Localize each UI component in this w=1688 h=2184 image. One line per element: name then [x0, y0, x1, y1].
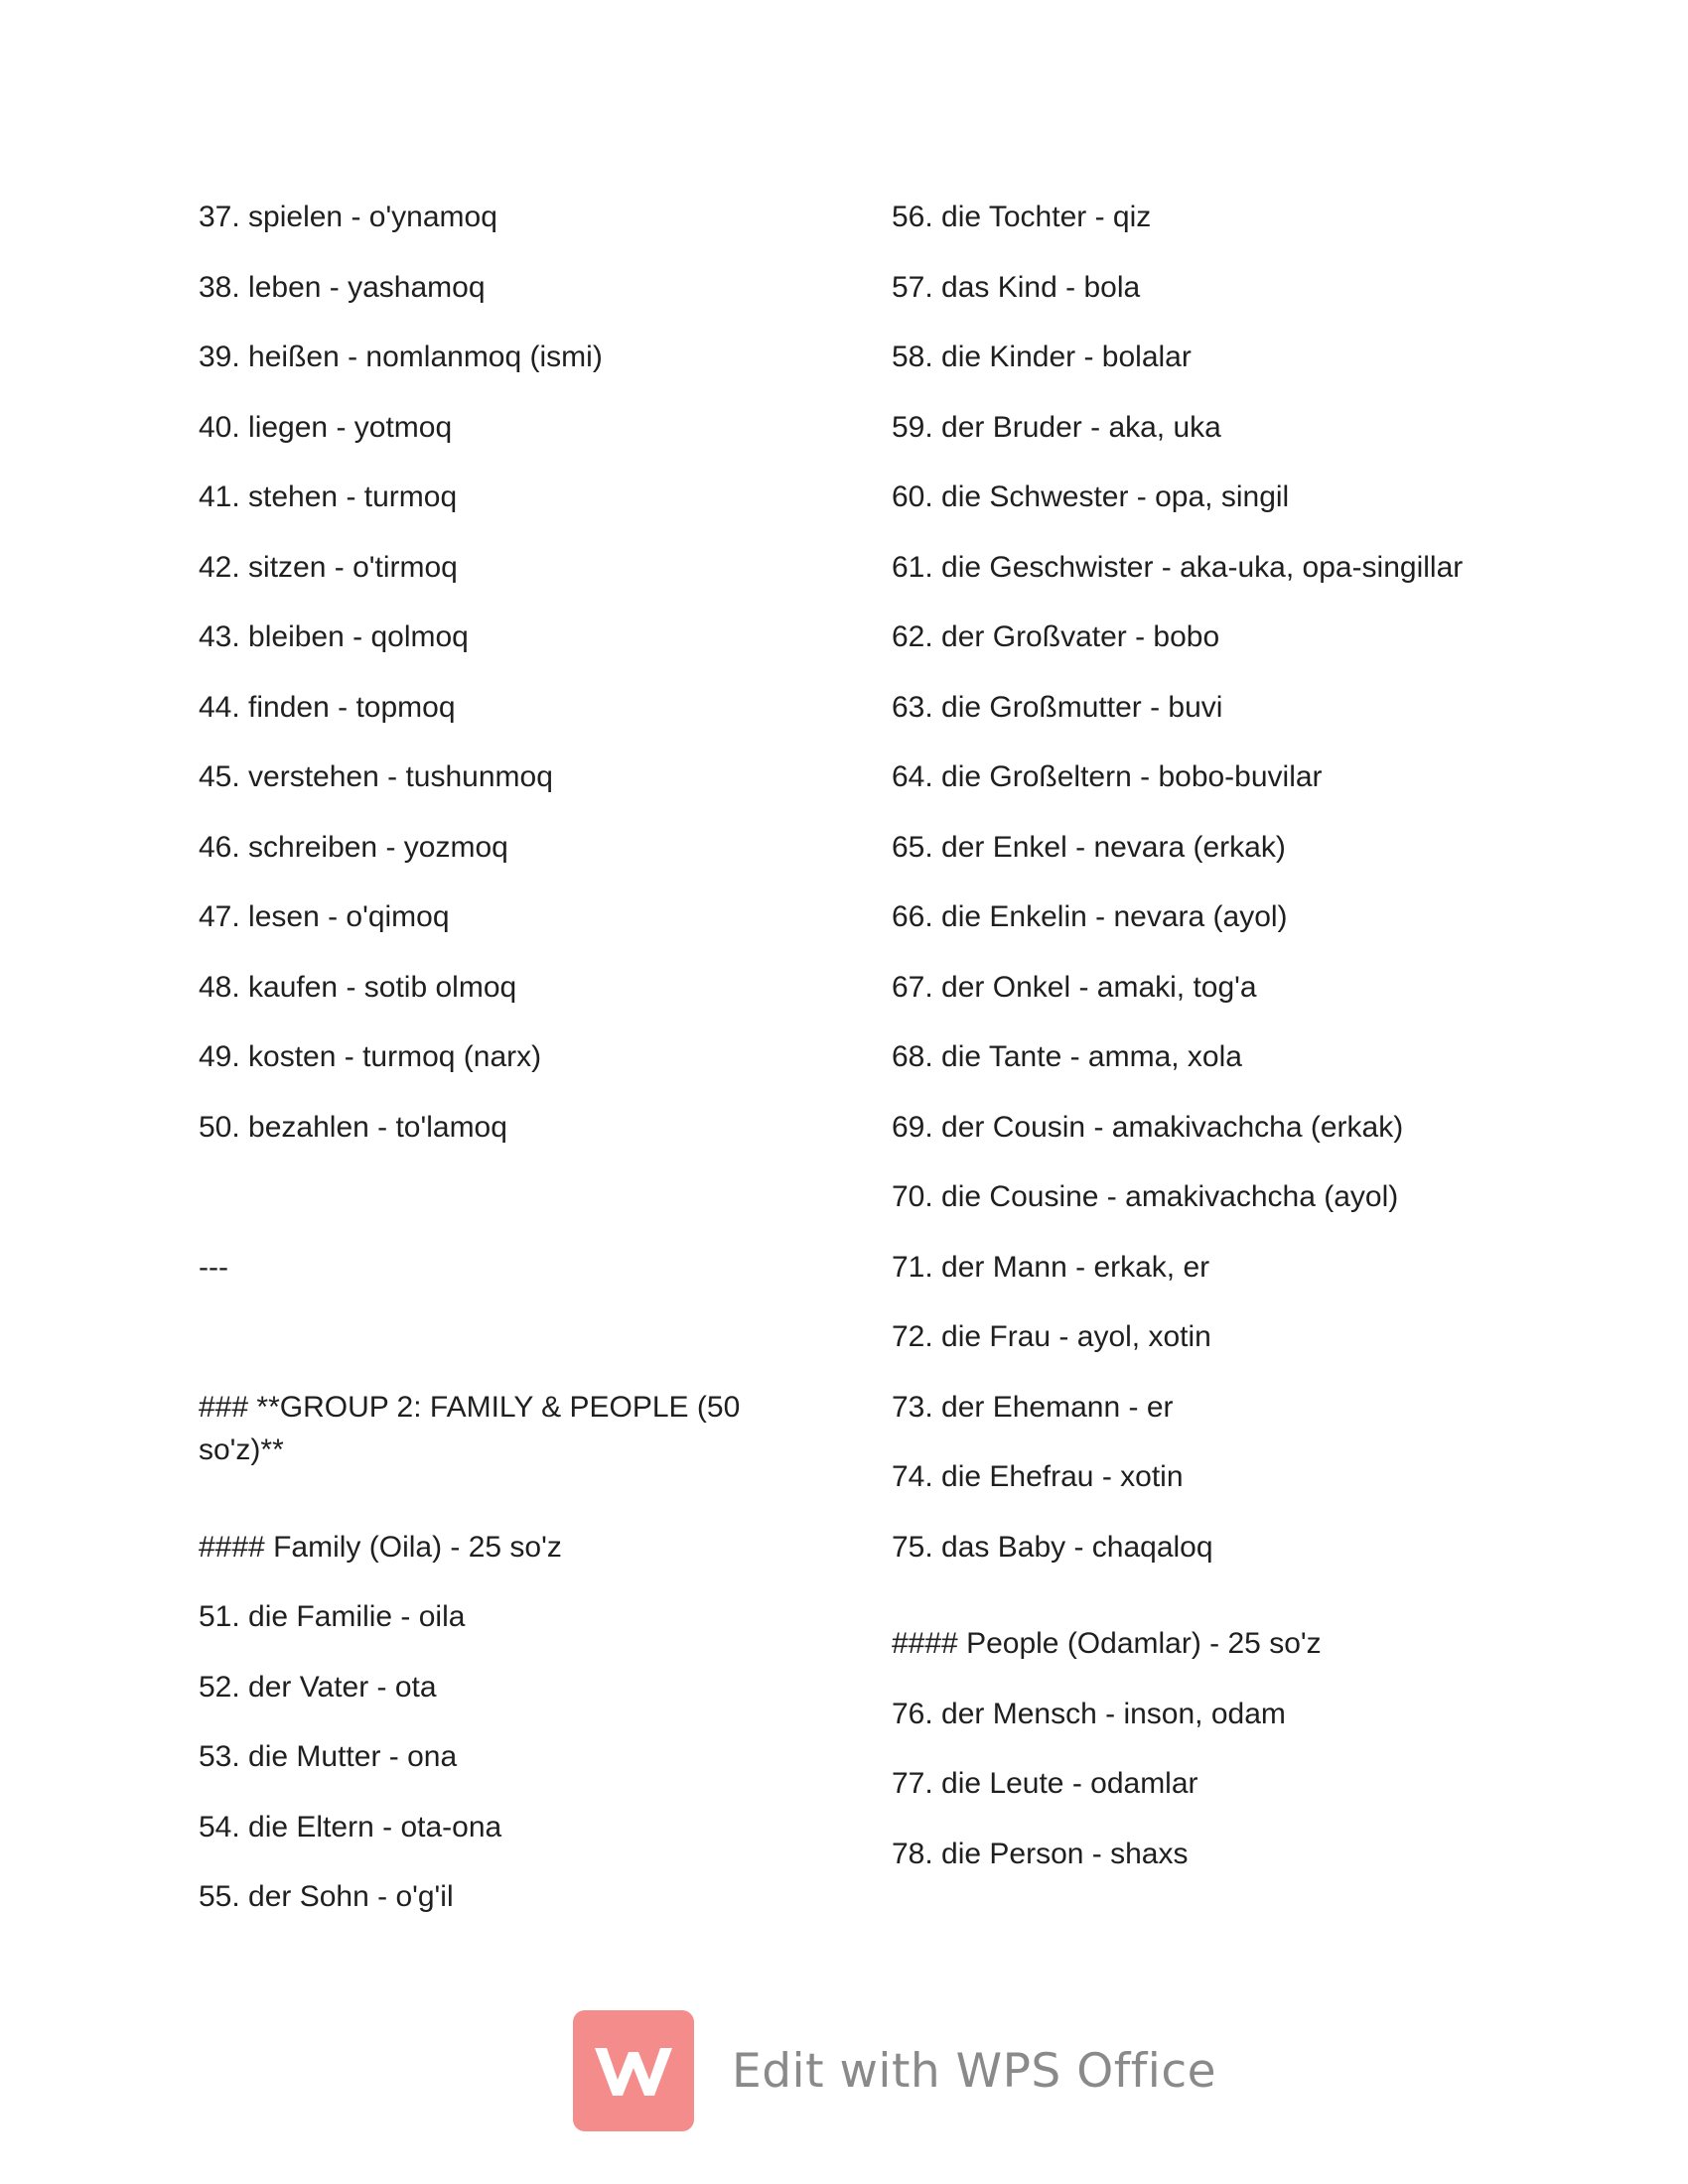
group-heading: ### **GROUP 2: FAMILY & PEOPLE (50 so'z)** — [199, 1390, 741, 1466]
list-item: 57. das Kind - bola — [892, 270, 1141, 304]
list-item: 77. die Leute - odamlar — [892, 1767, 1198, 1800]
watermark-text: Edit with WPS Office — [732, 2043, 1217, 2099]
list-item: 62. der Großvater - bobo — [892, 620, 1220, 653]
list-item: 73. der Ehemann - er — [892, 1390, 1174, 1424]
list-item: 69. der Cousin - amakivachcha (erkak) — [892, 1110, 1404, 1144]
list-item: 78. die Person - shaxs — [892, 1837, 1189, 1870]
list-item: 43. bleiben - qolmoq — [199, 620, 469, 653]
list-item: 55. der Sohn - o'g'il — [199, 1880, 454, 1913]
list-item: 65. der Enkel - nevara (erkak) — [892, 830, 1286, 864]
list-item: 59. der Bruder - aka, uka — [892, 410, 1221, 444]
section-heading: #### People (Odamlar) - 25 so'z — [892, 1627, 1322, 1660]
list-item: 76. der Mensch - inson, odam — [892, 1697, 1286, 1730]
section-heading: #### Family (Oila) - 25 so'z — [199, 1530, 562, 1564]
list-item: 40. liegen - yotmoq — [199, 410, 453, 444]
wps-watermark[interactable] — [573, 2009, 1216, 2132]
list-item: 66. die Enkelin - nevara (ayol) — [892, 900, 1288, 933]
list-item: 58. die Kinder - bolalar — [892, 341, 1192, 373]
list-item: 54. die Eltern - ota-ona — [199, 1810, 502, 1843]
wps-logo-icon — [573, 2010, 694, 2131]
list-item: 53. die Mutter - ona — [199, 1740, 458, 1773]
list-item: 37. spielen - o'ynamoq — [199, 201, 497, 233]
list-item: 46. schreiben - yozmoq — [199, 830, 508, 864]
blank-line — [199, 1315, 755, 1386]
list-item: 41. stehen - turmoq — [199, 480, 458, 513]
list-item: 64. die Großeltern - bobo-buvilar — [892, 760, 1323, 793]
list-item: 44. finden - topmoq — [199, 690, 456, 724]
list-item: 48. kaufen - sotib olmoq — [199, 970, 517, 1004]
list-item: 50. bezahlen - to'lamoq — [199, 1110, 507, 1144]
list-item: 71. der Mann - erkak, er — [892, 1250, 1210, 1284]
list-item: 51. die Familie - oila — [199, 1600, 466, 1633]
list-item: 75. das Baby - chaqaloq — [892, 1530, 1213, 1564]
list-item: 70. die Cousine - amakivachcha (ayol) — [892, 1180, 1399, 1213]
list-item: 74. die Ehefrau - xotin — [892, 1460, 1184, 1493]
list-item: 45. verstehen - tushunmoq — [199, 760, 553, 793]
list-item: 42. sitzen - o'tirmoq — [199, 550, 458, 584]
list-item: 38. leben - yashamoq — [199, 270, 486, 304]
list-item: 56. die Tochter - qiz — [892, 201, 1152, 233]
blank-line — [892, 1595, 1587, 1622]
list-item: 52. der Vater - ota — [199, 1670, 437, 1704]
list-item: 60. die Schwester - opa, singil — [892, 480, 1290, 513]
list-item: 49. kosten - turmoq (narx) — [199, 1040, 542, 1073]
list-item: 39. heißen - nomlanmoq (ismi) — [199, 341, 603, 373]
divider: --- — [199, 1250, 228, 1284]
list-item: 68. die Tante - amma, xola — [892, 1040, 1242, 1073]
list-item: 47. lesen - o'qimoq — [199, 900, 450, 933]
left-column — [199, 196, 755, 1946]
right-column — [892, 196, 1587, 1902]
list-item: 63. die Großmutter - buvi — [892, 690, 1223, 724]
blank-line — [199, 1175, 755, 1246]
list-item: 67. der Onkel - amaki, tog'a — [892, 970, 1257, 1004]
list-item: 72. die Frau - ayol, xotin — [892, 1320, 1211, 1353]
list-item: 61. die Geschwister - aka-uka, opa-singillar — [892, 550, 1464, 584]
